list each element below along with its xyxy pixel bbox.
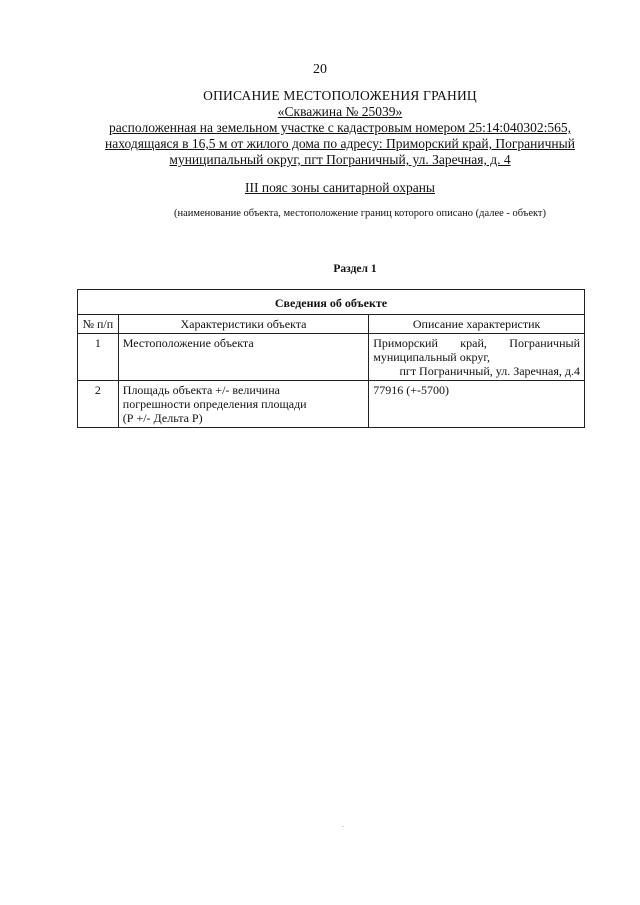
row-2-characteristic (118, 381, 368, 428)
footer-mark: . (342, 820, 344, 829)
object-note: (наименование объекта, местоположение границ которого описано (далее - объект) (173, 208, 547, 219)
row-1-description-line-2: пгт Пограничный, ул. Заречная, д.4 (399, 364, 580, 378)
header-num: № п/п (78, 315, 119, 334)
row-2-characteristic-line-1: Площадь объекта +/- величина (122, 383, 280, 397)
table-caption-row (78, 290, 585, 315)
object-name: «Скважина № 25039» (277, 104, 403, 119)
table-row (78, 381, 585, 428)
row-2-characteristic-line-3: (Р +/- Дельта Р) (122, 411, 203, 425)
object-info-table (77, 289, 585, 428)
table-row (78, 334, 585, 381)
header-description: Описание характеристик (369, 315, 585, 334)
location-line-3: муниципальный округ, пгт Пограничный, ул. Заречная, д. 4 (169, 152, 511, 167)
table-caption: Сведения об объекте (78, 290, 585, 315)
row-1-num: 1 (78, 334, 119, 381)
location-line-2: находящаяся в 16,5 м от жилого дома по адресу: Приморский край, Пограничный (105, 136, 575, 151)
row-1-description-line-1: Приморский край, Пограничный муниципальный округ, (373, 336, 580, 364)
row-1-characteristic: Местоположение объекта (118, 334, 368, 381)
zone-title: III пояс зоны санитарной охраны (244, 180, 435, 195)
row-2-characteristic-line-2: погрешности определения площади (122, 397, 307, 411)
section-title: Раздел 1 (333, 263, 377, 275)
document-header (100, 88, 580, 168)
page-number: 20 (313, 62, 327, 77)
row-2-description: 77916 (+-5700) (369, 381, 585, 428)
table-header-row (78, 315, 585, 334)
document-title: ОПИСАНИЕ МЕСТОПОЛОЖЕНИЯ ГРАНИЦ (203, 88, 477, 103)
location-line-1: расположенная на земельном участке с кадастровым номером 25:14:040302:565, (108, 120, 572, 135)
header-characteristic: Характеристики объекта (118, 315, 368, 334)
row-1-description (369, 334, 585, 381)
row-2-num: 2 (78, 381, 119, 428)
